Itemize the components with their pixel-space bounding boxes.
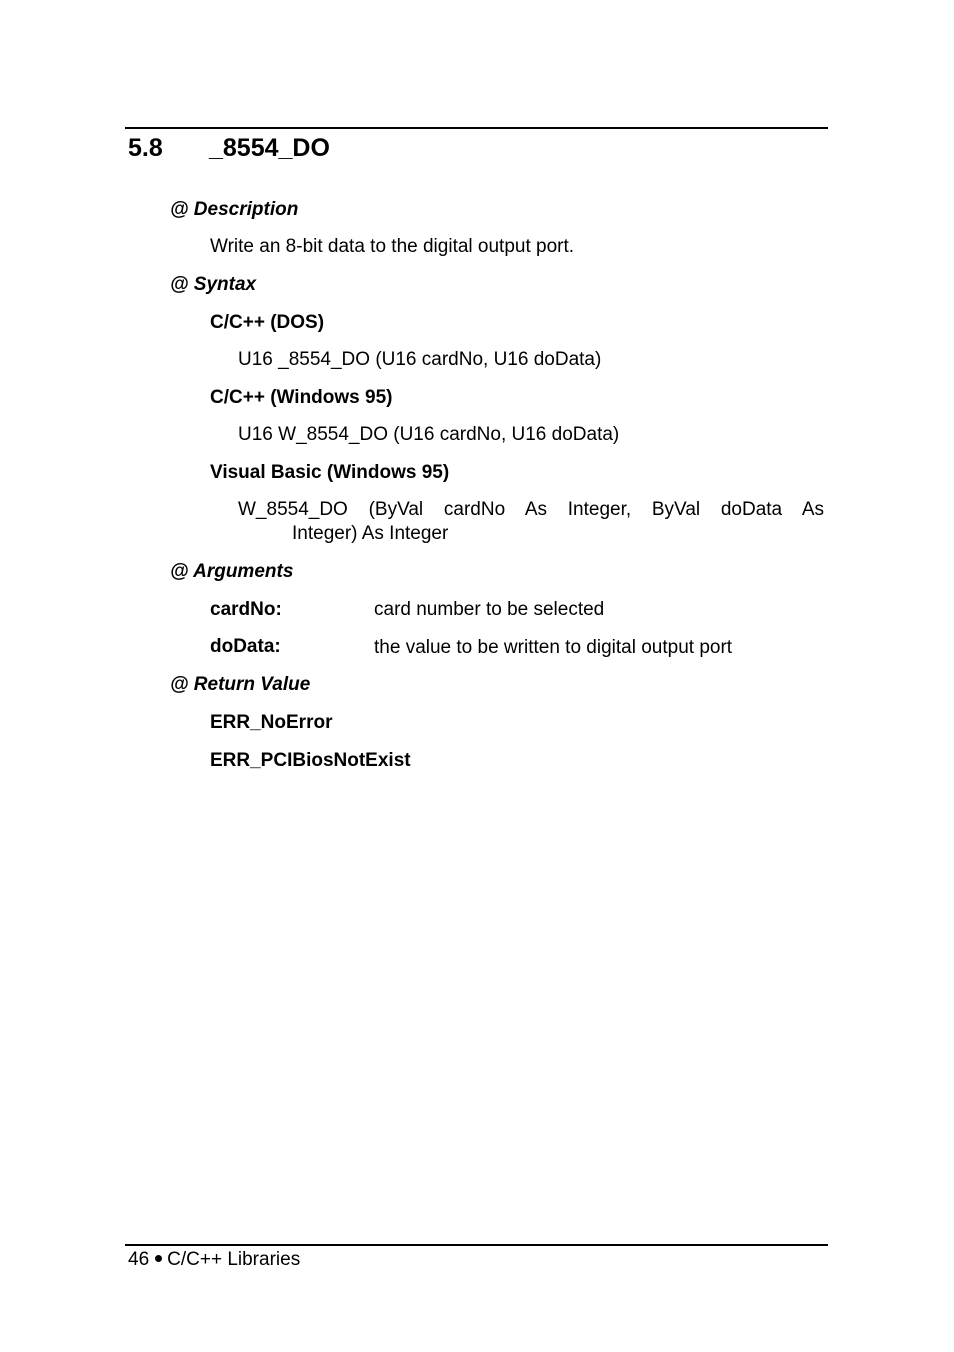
syntax-vb-code-line2: Integer) As Integer: [292, 523, 449, 544]
description-text: Write an 8-bit data to the digital output port.: [210, 236, 575, 257]
arguments-heading: @ Arguments: [170, 561, 294, 582]
syntax-heading: @ Syntax: [170, 274, 257, 295]
section-number: 5.8: [128, 134, 163, 162]
syntax-dos-code: U16 _8554_DO (U16 cardNo, U16 doData): [238, 349, 602, 370]
argument-desc: the value to be written to digital output port: [374, 637, 733, 658]
argument-desc: card number to be selected: [374, 599, 605, 620]
footer-rule: [125, 1244, 828, 1246]
page-number: 46: [128, 1249, 150, 1270]
footer-section: C/C++ Libraries: [167, 1249, 301, 1270]
syntax-win-code: U16 W_8554_DO (U16 cardNo, U16 doData): [238, 424, 620, 445]
syntax-vb-label: Visual Basic (Windows 95): [210, 462, 450, 483]
return-value-item: ERR_PCIBiosNotExist: [210, 750, 411, 771]
section-title: _8554_DO: [209, 134, 330, 162]
argument-name: cardNo:: [210, 599, 282, 620]
footer: [128, 1249, 300, 1271]
return-value-item: ERR_NoError: [210, 712, 333, 733]
bullet-icon: [155, 1255, 162, 1262]
return-value-heading: @ Return Value: [170, 674, 311, 695]
syntax-vb-code-line1: W_8554_DO (ByVal cardNo As Integer, ByVal doData As: [238, 499, 824, 520]
argument-name: doData:: [210, 636, 281, 657]
description-heading: @ Description: [170, 199, 299, 220]
header-rule: [125, 127, 828, 129]
syntax-win-label: C/C++ (Windows 95): [210, 387, 393, 408]
syntax-dos-label: C/C++ (DOS): [210, 312, 325, 333]
